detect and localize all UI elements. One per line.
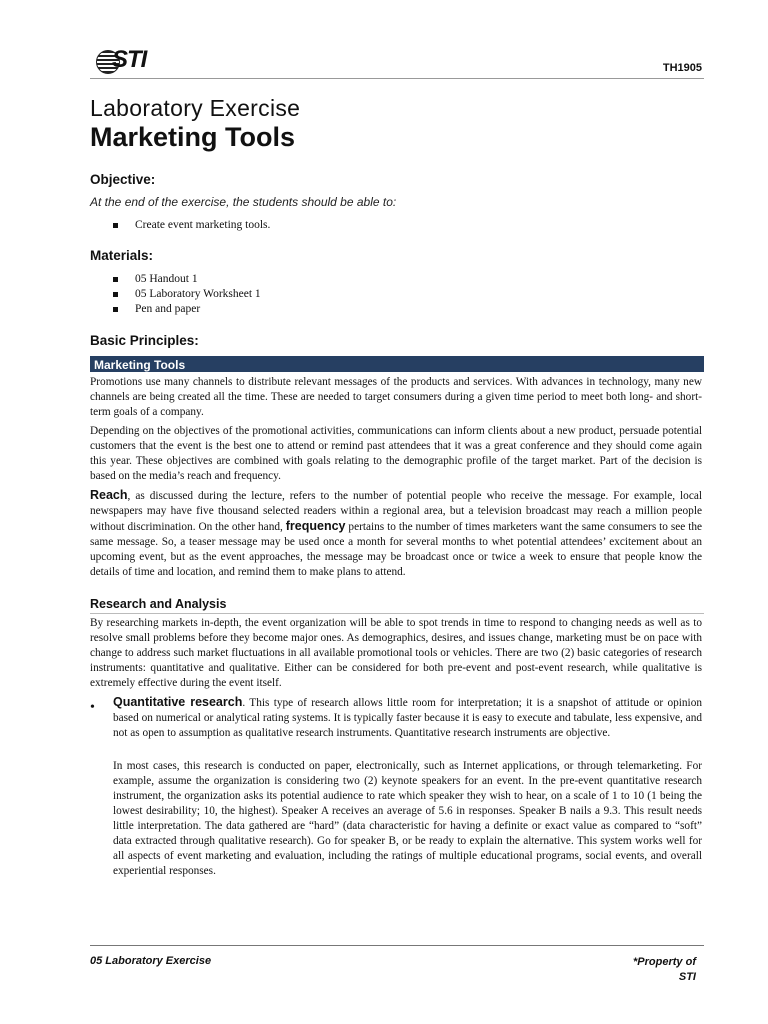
keyword-frequency: frequency — [285, 519, 346, 533]
basic-principles-heading: Basic Principles: — [90, 333, 199, 348]
section-banner — [90, 356, 704, 372]
paragraph-objectives: Depending on the objectives of the promotional activities, communications can inform clients about a new product, persuade potential customers that the event is the best one to attend or remind past attendees that it was a great conference and they should come again this year. These objectives are combined with goals relating to the demographic profile of the target market. Part of the decision is based on the media’s reach and frequency. — [90, 425, 702, 482]
list-item: Pen and paper — [113, 302, 261, 317]
list-item: 05 Laboratory Worksheet 1 — [113, 287, 261, 302]
paragraph-quantitative-example: In most cases, this research is conducted on paper, electronically, such as Internet applications, or through telemarketing. For example, assume the organization is considering two (2) keynote speakers for an event. In the pre-event quantitative research instrument, the organization asks its potential audience to rate which speaker they wish to hear, on a scale of 1 to 10 (1 being the lowest desirability; 10, the highest). Speaker A receives an average of 5.6 in responses. Speaker B nails a 9.3. This result needs little interpretation. The data gathered are “hard” (data characteristic for having a definite or exact value as compared to “soft” data extracted through qualitative research). Go for speaker B, or be ready to explain the alternative. This system works well for all aspects of event marketing and evaluation, including the ratings of multiple educational programs, social events, and overall experiential responses. — [113, 760, 702, 877]
list-item: Create event marketing tools. — [113, 218, 270, 233]
header-divider — [90, 78, 704, 79]
document-id: TH1905 — [662, 62, 702, 74]
list-item: 05 Handout 1 — [113, 272, 261, 287]
bullet-icon: • — [90, 700, 95, 715]
sti-logo — [96, 48, 160, 78]
research-heading: Research and Analysis — [90, 597, 227, 611]
keyword-reach: Reach — [90, 488, 128, 502]
paragraph-research: By researching markets in-depth, the event organization will be able to spot trends in time to respond to changing needs as well as to resolve small problems before they become major ones. As demographics, desires, and issues change, marketing must be on pace with change to address such market fluctuations in all available promotional tools or vehicles. There are two (2) basic categories of research instruments: quantitative and qualitative. Either can be considered for both pre-event and post-event research, while qualitative is extremely effective during the event itself. — [90, 617, 702, 689]
footer-divider — [90, 945, 704, 946]
banner-label: Marketing Tools — [94, 358, 186, 372]
footer-right: *Property of — [633, 956, 696, 968]
paragraph-reach-frequency — [90, 488, 702, 580]
document-subtitle: Laboratory Exercise — [90, 95, 301, 121]
objective-list — [113, 218, 270, 233]
objective-intro: At the end of the exercise, the students should be able to: — [90, 195, 397, 209]
paragraph-quantitative — [113, 695, 702, 741]
footer-left: 05 Laboratory Exercise — [90, 955, 212, 967]
paragraph-promotions: Promotions use many channels to distribute relevant messages of the products and services. With advances in technology, many new channels are being created all the time. These are needed to target consumers during a given time period to meet both long- and short-term goals of a company. — [90, 376, 702, 418]
text-span: , as discussed during the lecture, refers to the number of potential people who receive the message. For example, local newspapers may have five thousand selected readers within a regional area, but a television broadcast may reach a million people without discrimination. On the other hand, — [90, 490, 702, 533]
logo-text: STI — [112, 46, 147, 73]
objective-heading: Objective: — [90, 172, 156, 187]
document-title: Marketing Tools — [90, 122, 296, 152]
section-divider — [90, 613, 704, 614]
materials-list — [113, 272, 261, 317]
text-span: . This type of research allows little room for interpretation; it is a snapshot of attitude or opinion based on numerical or analytical rating systems. It is typically faster because it is easy to execute and tabulate, less expensive, and not as open to assumption as qualitative research instruments. Quantitative research instruments are objective. — [113, 697, 702, 739]
materials-heading: Materials: — [90, 248, 154, 263]
keyword-quantitative: Quantitative research — [113, 695, 243, 709]
text-span: pertains to the number of times marketers want the same consumers to see the same message. So, a teaser message may be used once a month for several months to whet potential attendees’ excitement about an upcoming event, but as the event approaches, the message may be broadcast once or twice a week to ensure that people know the details of time and location, and remind them to make plans to attend. — [90, 521, 702, 578]
footer-right-continued: STI — [678, 971, 696, 983]
